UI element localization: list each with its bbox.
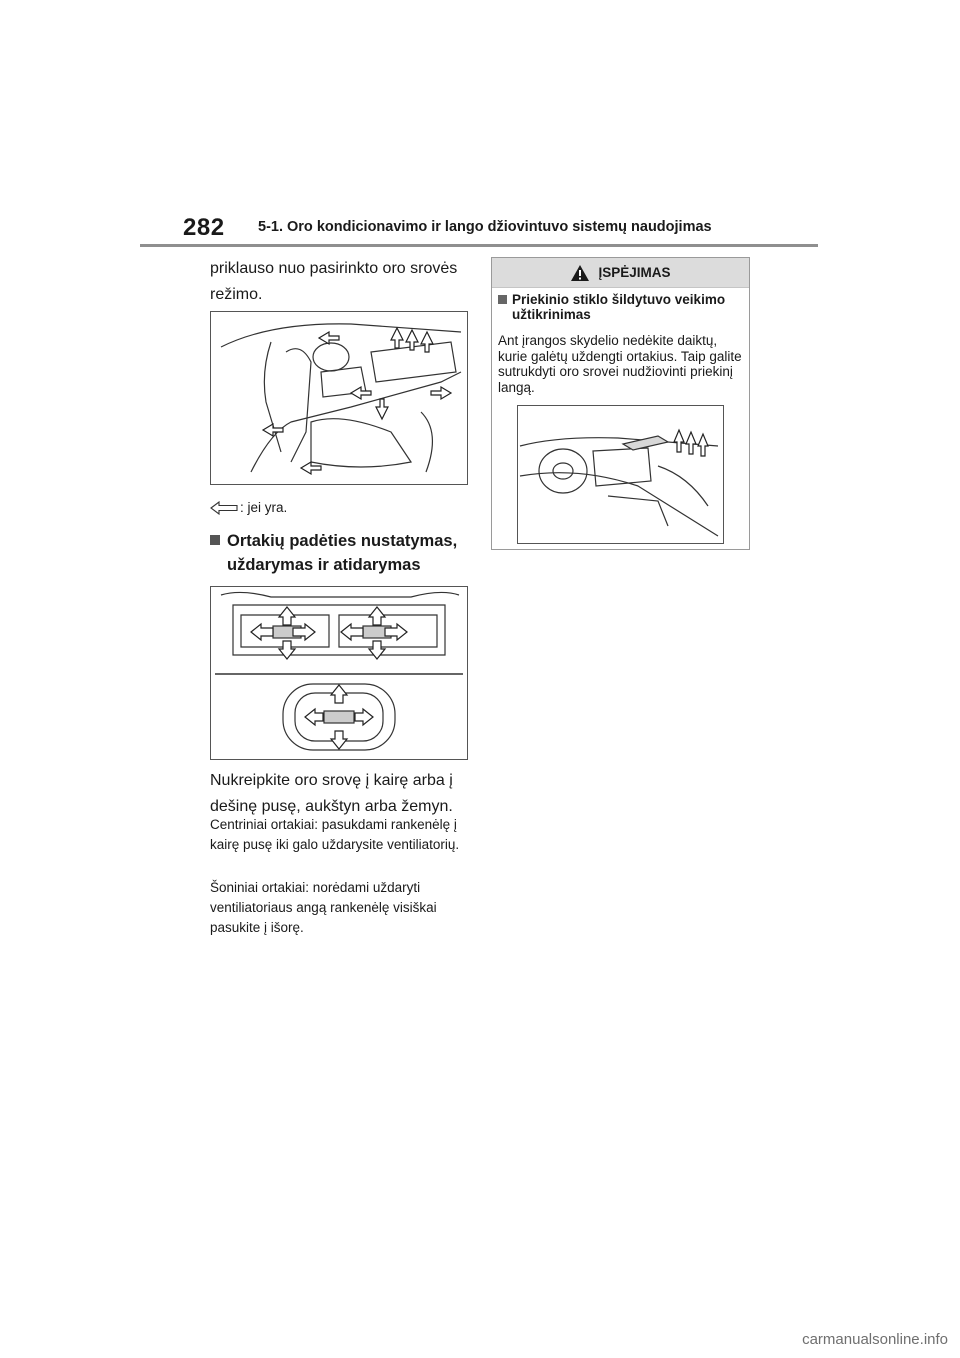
warning-triangle-icon: [570, 264, 590, 282]
note-side-vents: Šoniniai ortakiai: norėdami uždaryti ventiliatoriaus angą rankenėlę visiškai pasukite į išorę.: [210, 880, 437, 935]
section-title: 5-1. Oro kondicionavimo ir lango džiovintuvo sistemų naudojimas: [258, 219, 712, 235]
bullet-square-icon: [498, 295, 507, 304]
warning-header: [492, 258, 749, 288]
subheading: [210, 529, 470, 577]
warning-title: [498, 292, 743, 322]
dashboard-object-illustration: [517, 405, 724, 544]
header-divider: [140, 244, 818, 247]
watermark: carmanualsonline.info: [802, 1331, 948, 1348]
body-text: Nukreipkite oro srovę į kairę arba į dešinę pusę, aukštyn arba žemyn.: [210, 772, 453, 815]
warning-text: Ant įrangos skydelio nedėkite daiktų, kurie galėtų uždengti ortakius. Taip galite sutrukdyti oro srovei nudžiovinti priekinį langą.: [498, 333, 742, 395]
legend: [210, 500, 287, 515]
legend-text: : jei yra.: [240, 500, 288, 515]
cabin-airflow-illustration: [210, 311, 468, 485]
intro-text: priklauso nuo pasirinkto oro srovės režimo.: [210, 260, 458, 303]
warning-title-text: Priekinio stiklo šildytuvo veikimo užtikrinimas: [512, 292, 726, 322]
note-center-vents: Centriniai ortakiai: pasukdami rankenėlę į kairę pusę iki galo uždarysite ventiliatorių.: [210, 817, 460, 852]
arrow-left-icon: [210, 501, 238, 515]
vent-adjustment-illustration: [210, 586, 468, 760]
page-number: 282: [183, 214, 225, 241]
bullet-square-icon: [210, 535, 220, 545]
warning-header-text: ĮSPĖJIMAS: [598, 265, 671, 280]
subheading-text: Ortakių padėties nustatymas, uždarymas ir atidarymas: [227, 532, 458, 574]
